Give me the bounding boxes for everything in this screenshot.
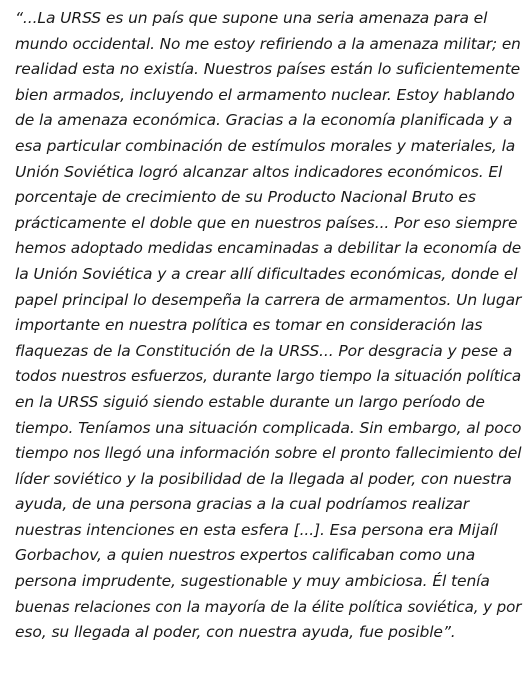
quote-line: bien armados, incluyendo el armamento nuclear. Estoy hablando [15,85,515,104]
quote-line: importante en nuestra política es tomar en consideración las [15,316,483,335]
quote-line: “...La URSS es un país que supone una seria amenaza para el [15,9,488,27]
quote-line: Gorbachov, a quien nuestros expertos calificaban como una [15,546,476,565]
quote-line: porcentaje de crecimiento de su Producto Nacional Bruto es [15,188,476,207]
quote-line: en la URSS siguió siendo estable durante un largo período de [15,392,485,411]
quote-line: la Unión Soviética y a crear allí dificultades económicas, donde el [15,264,518,283]
quote-line: papel principal lo desempeña la carrera de armamentos. Un lugar [15,290,522,309]
quote-line: hemos adoptado medidas encaminadas a debilitar la economía de [15,239,522,258]
quote-line: mundo occidental. No me estoy refiriendo a la amenaza militar; en [15,34,521,53]
quote-line: nuestras intenciones en esta esfera [...]. Esa persona era Mijaíl [15,520,498,539]
quote-line: de la amenaza económica. Gracias a la economía planificada y a [15,111,513,130]
quote-line: Unión Soviética logró alcanzar altos indicadores económicos. El [15,162,503,181]
quote-line: persona imprudente, sugestionable y muy ambiciosa. Él tenía [15,572,490,591]
quote-line: ayuda, de una persona gracias a la cual podríamos realizar [15,495,470,514]
quote-line: buenas relaciones con la mayoría de la élite política soviética, y por [15,597,522,616]
quote-line: realidad esta no existía. Nuestros países están lo suficientemente [15,60,521,79]
quote-line: esa particular combinación de estímulos morales y materiales, la [15,136,516,155]
quote-line: líder soviético y la posibilidad de la llegada al poder, con nuestra [15,469,512,488]
quote-line: tiempo. Teníamos una situación complicada. Sin embargo, al poco [15,418,522,437]
quote-line: tiempo nos llegó una información sobre el pronto fallecimiento del [15,444,522,463]
quote-line: prácticamente el doble que en nuestros países... Por eso siempre [15,213,518,232]
quote-paragraph [15,6,522,646]
quote-line: todos nuestros esfuerzos, durante largo tiempo la situación política [15,367,522,386]
quote-line: flaquezas de la Constitución de la URSS... Por desgracia y pese a [15,341,513,360]
quote-line: eso, su llegada al poder, con nuestra ayuda, fue posible”. [15,623,456,642]
